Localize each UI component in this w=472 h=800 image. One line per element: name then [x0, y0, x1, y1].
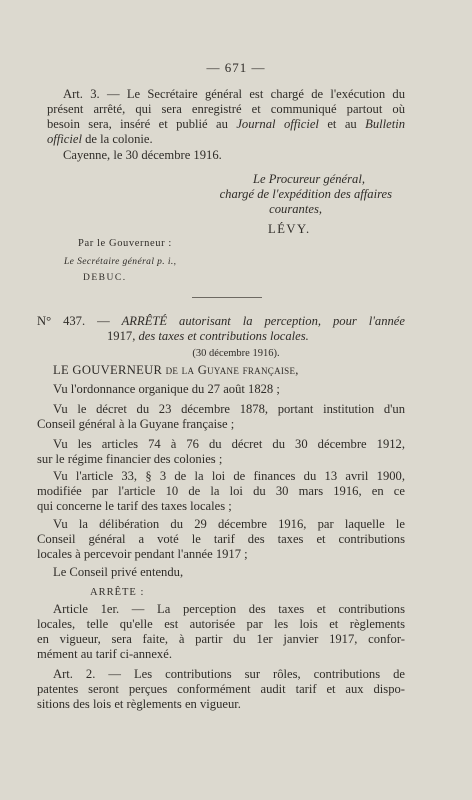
art3-line-4	[47, 132, 153, 147]
signature-name-debuc: DEBUC.	[83, 273, 127, 283]
decree-title-b: des taxes et contributions locales.	[138, 329, 309, 343]
vu-articles-a: Vu les articles 74 à 76 du décret du 30 décembre 1912,	[53, 437, 405, 451]
article-2-b: patentes seront perçues conformément audit tarif et aux dispo-	[37, 682, 405, 696]
par-le-gouverneur: Par le Gouverneur :	[78, 238, 172, 249]
decree-heading-2	[107, 329, 309, 344]
article-1-d: mément au tarif ci-annexé.	[37, 647, 172, 661]
art3-line-3	[47, 117, 405, 132]
vu-deliberation-b: Conseil général a voté le tarif des taxes et contributions	[37, 532, 405, 546]
signature-name-levy: LÉVY.	[268, 222, 311, 236]
decree-date: (30 décembre 1916).	[192, 348, 280, 359]
vu-loi-finances-b: modifiée par l'article 10 de la loi du 30 mars 1916, en ce	[37, 484, 405, 498]
vu-ordonnance: Vu l'ordonnance organique du 27 août 1828 ;	[53, 382, 280, 396]
vu-loi-finances-a: Vu l'article 33, § 3 de la loi de finances du 13 avril 1900,	[53, 469, 405, 483]
article-1-b: locales, telle qu'elle est autorisée par les lois et règlements	[37, 617, 405, 631]
art3-line-4-b: de la colonie.	[81, 132, 153, 146]
officiel-ref: officiel	[47, 132, 82, 146]
signature-title-3: courantes,	[269, 202, 322, 216]
art3-line-1: Art. 3. — Le Secrétaire général est chargé de l'exécution du	[63, 87, 405, 101]
decree-title-a: ARRÊTÉ autorisant la perception, pour l'année	[121, 314, 405, 328]
art3-line-3-a: besoin sera, inséré et publié au	[47, 117, 237, 131]
article-2-a: Art. 2. — Les contributions sur rôles, contributions de	[53, 667, 405, 681]
decree-year: 1917,	[107, 329, 139, 343]
article-1-c: en vigueur, sera faite, à partir du 1er janvier 1917, confor-	[37, 632, 405, 646]
conseil-prive-line: Le Conseil privé entendu,	[53, 565, 184, 579]
vu-loi-finances-c: qui concerne le tarif des taxes locales ;	[37, 499, 232, 513]
secretaire-general-title: Le Secrétaire général p. i.,	[64, 257, 177, 267]
date-line: Cayenne, le 30 décembre 1916.	[63, 148, 222, 162]
article-2-c: sitions des lois et règlements en vigueur.	[37, 697, 241, 711]
page-number: — 671 —	[206, 60, 266, 75]
vu-articles-b: sur le régime financier des colonies ;	[37, 452, 223, 466]
le-gouverneur-line: LE GOUVERNEUR de la Guyane française,	[53, 363, 299, 377]
vu-deliberation-a: Vu la délibération du 29 décembre 1916, par laquelle le	[53, 517, 405, 531]
signature-title-1: Le Procureur général,	[252, 172, 365, 186]
art3-line-3-c: et au	[318, 117, 366, 131]
signature-title-2: chargé de l'expédition des affaires	[219, 187, 392, 201]
art3-line-2: présent arrêté, qui sera enregistré et communiqué partout où	[47, 102, 405, 116]
vu-deliberation-c: locales à percevoir pendant l'année 1917 ;	[37, 547, 248, 561]
vu-decret-1878-b: Conseil général à la Guyane française ;	[37, 417, 235, 431]
journal-officiel-ref: Journal officiel	[236, 117, 319, 131]
section-divider	[192, 297, 262, 298]
arrete-heading: ARRÊTE :	[90, 587, 145, 598]
bulletin-ref: Bulletin	[365, 117, 406, 131]
article-1-a: Article 1er. — La perception des taxes et contributions	[53, 602, 405, 616]
decree-heading-1	[37, 314, 405, 329]
decree-number: N° 437. —	[37, 314, 122, 328]
vu-decret-1878-a: Vu le décret du 23 décembre 1878, portant institution d'un	[53, 402, 405, 416]
